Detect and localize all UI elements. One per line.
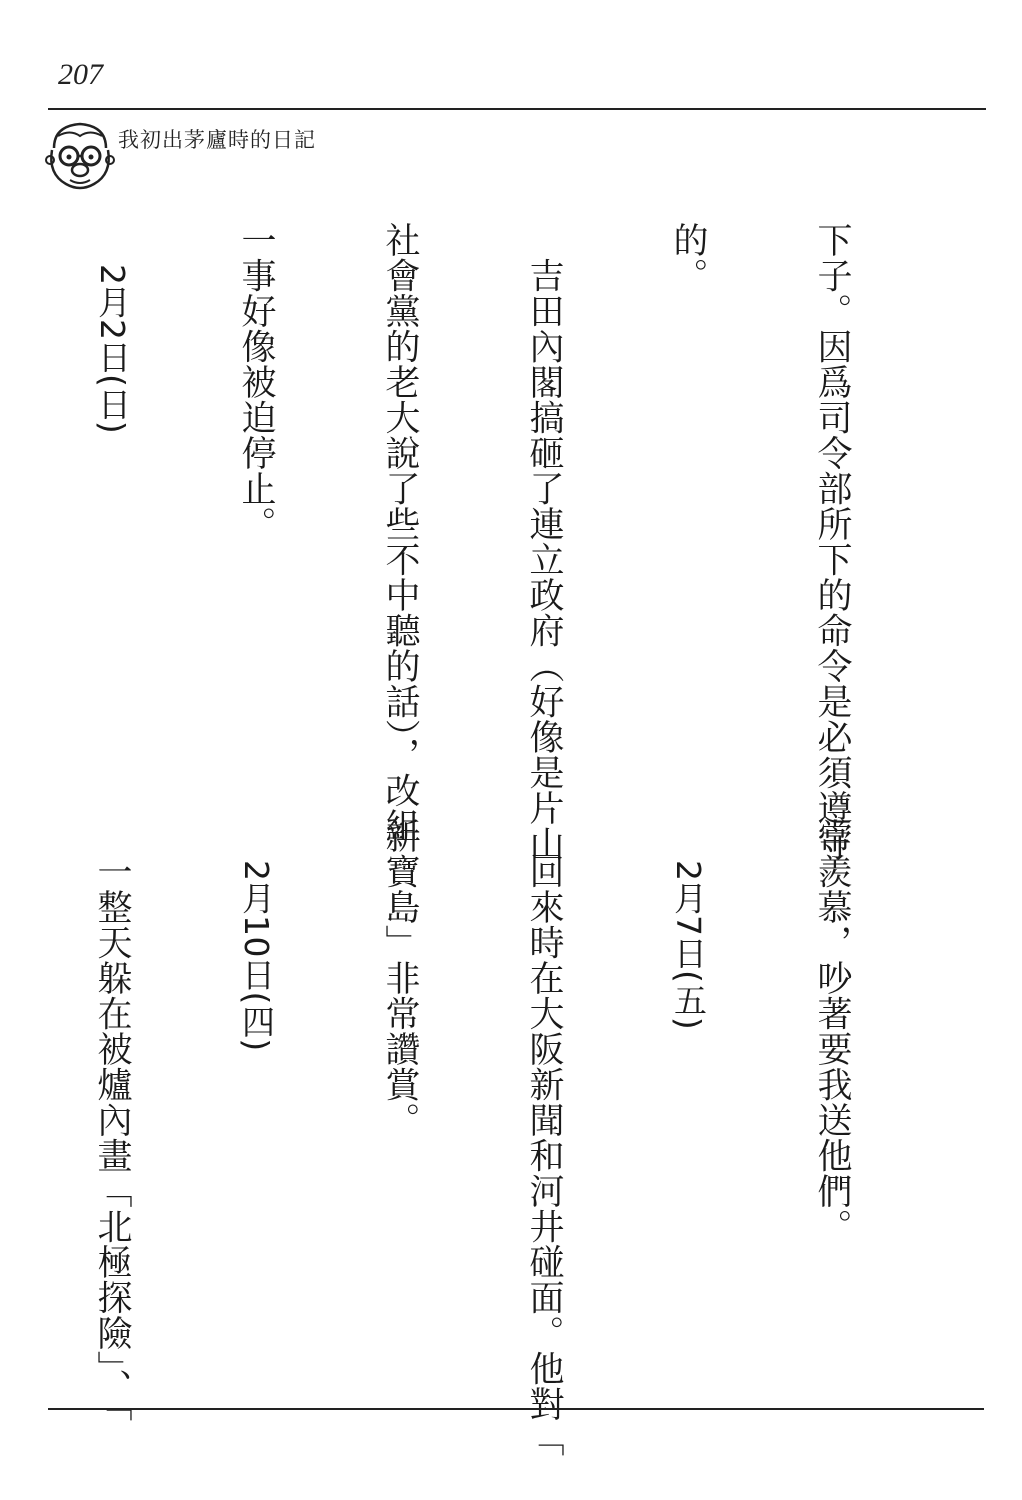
diary-text-lower bbox=[0, 818, 952, 1457]
diary-line: 吉田內閣搞砸了連立政府（好像是片山 bbox=[524, 222, 564, 861]
diary-line: 常羨慕，吵著要我送他們。 bbox=[812, 818, 852, 1244]
diary-line: 一整天躲在被爐內畫「北極探險」、「 bbox=[92, 818, 132, 1422]
diary-line: 回來時在大阪新聞和河井碰面。他對「 bbox=[524, 818, 564, 1457]
diary-line: 的。 bbox=[668, 222, 708, 293]
diary-date-heading: 2月7日(五) bbox=[669, 860, 708, 1031]
diary-text-upper bbox=[0, 222, 952, 861]
header-title: 我初出茅廬時的日記 bbox=[118, 128, 316, 152]
diary-date-heading: 2月2日(日) bbox=[93, 264, 132, 435]
cartoon-mascot-icon bbox=[40, 114, 120, 194]
header-rule bbox=[48, 108, 986, 110]
diary-line: 下子。因爲司令部所下的命令是必須遵守 bbox=[812, 222, 852, 861]
footer-rule bbox=[48, 1408, 984, 1410]
diary-line: 新寶島」非常讚賞。 bbox=[380, 818, 420, 1138]
diary-line: 社會黨的老大說了些不中聽的話），改組 bbox=[380, 222, 420, 844]
page-number: 207 bbox=[58, 58, 103, 91]
diary-line: 一事好像被迫停止。 bbox=[236, 222, 276, 542]
diary-date-heading: 2月10日(四) bbox=[237, 860, 276, 1052]
